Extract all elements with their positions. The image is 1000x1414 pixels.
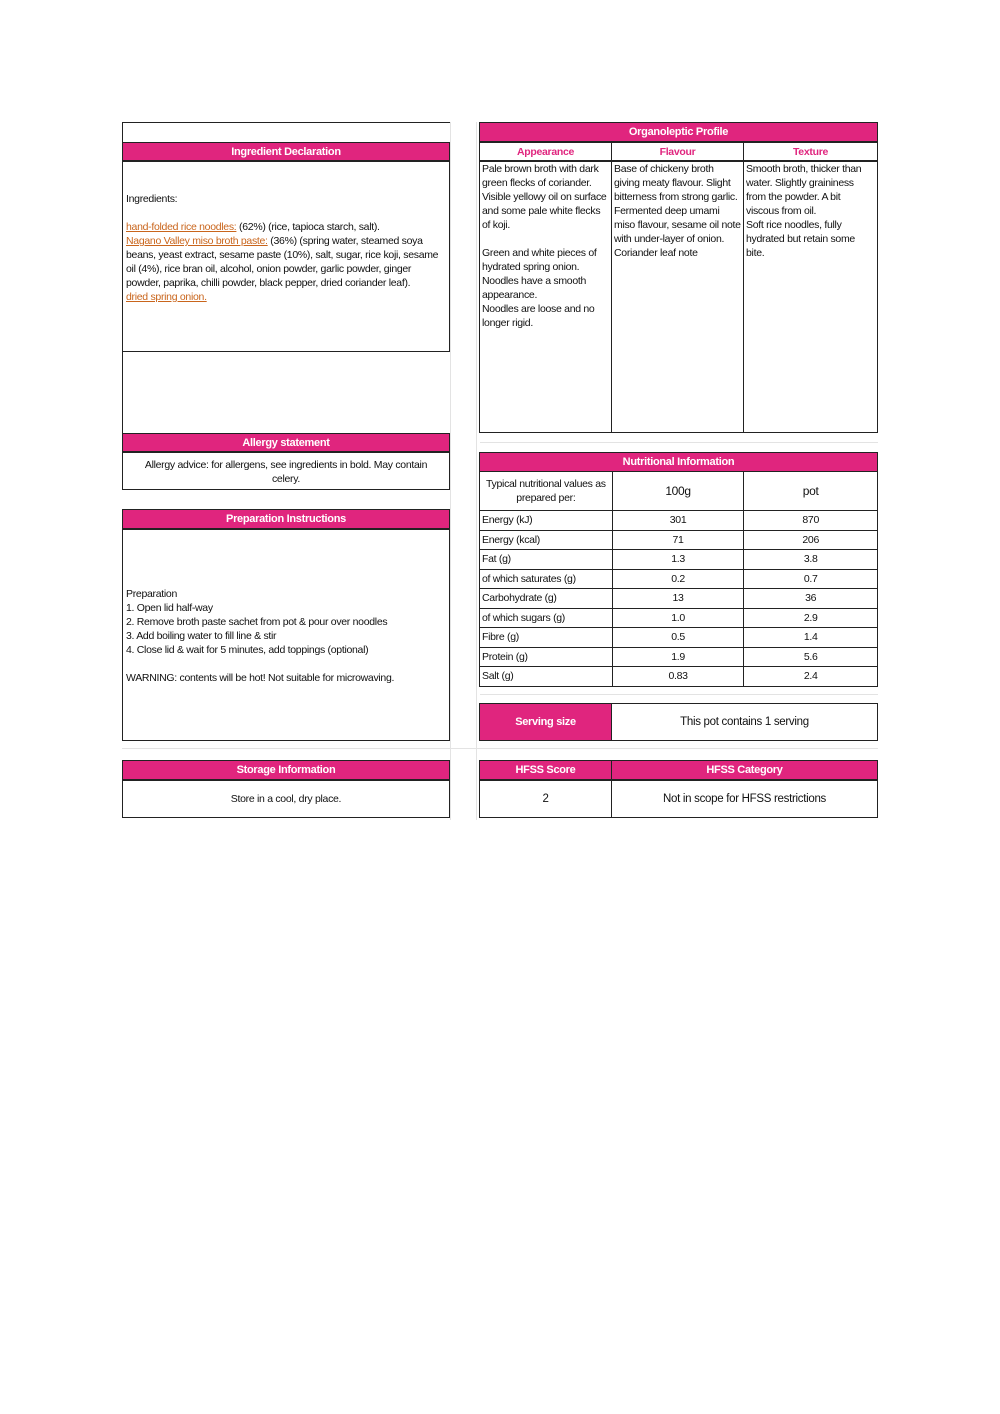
serving-size-value-cell — [611, 703, 878, 741]
nutrient-name: Protein (g) — [480, 647, 613, 667]
per-100g-value: 0.2 — [612, 569, 744, 589]
texture-text: Smooth broth, thicker than water. Slightly graininess from the powder. A bit viscous from oil. Soft rice noodles, fully hydrated but retain some bite. — [746, 163, 862, 259]
per-100g-header: 100g — [612, 472, 744, 511]
texture-label: Texture — [792, 145, 829, 158]
nutrient-name: Energy (kJ) — [480, 511, 613, 531]
ingredients-heading: Ingredients: — [126, 193, 178, 205]
per-pot-value: 1.4 — [744, 628, 878, 648]
hfss-category-value: Not in scope for HFSS restrictions — [663, 793, 826, 805]
appearance-column-header — [479, 142, 612, 161]
grid-line — [450, 122, 451, 820]
hfss-score-label: HFSS Score — [515, 764, 576, 776]
nutrient-name: Fat (g) — [480, 550, 613, 570]
per-pot-value: 36 — [744, 589, 878, 609]
per-100g-value: 1.3 — [612, 550, 744, 570]
preparation-text: Preparation 1. Open lid half-way 2. Remove broth paste sachet from pot & pour over noodles 3. Add boiling water to fill line & stir 4. Close lid & wait for 5 minutes, add toppings (optional) WARNING: contents will be hot! Not suitable for microwaving. — [126, 588, 395, 684]
flavour-label: Flavour — [659, 145, 696, 158]
hfss-category-header — [611, 760, 878, 780]
storage-text: Store in a cool, dry place. — [230, 793, 342, 805]
per-pot-header: pot — [744, 472, 878, 511]
table-row — [480, 511, 878, 531]
per-100g-value: 71 — [612, 530, 744, 550]
table-row — [480, 530, 878, 550]
ingredient-spring-onion-link[interactable]: dried spring onion. — [126, 291, 207, 303]
table-row — [480, 667, 878, 687]
appearance-description — [479, 161, 612, 433]
flavour-column-header — [611, 142, 744, 161]
per-pot-value: 870 — [744, 511, 878, 531]
storage-header — [122, 760, 450, 780]
nutrition-table-header-row — [480, 472, 878, 511]
per-100g-value: 13 — [612, 589, 744, 609]
top-empty-cell — [122, 122, 450, 142]
serving-size-text: This pot contains 1 serving — [680, 716, 809, 728]
ingredient-declaration-header — [122, 142, 450, 161]
preparation-box — [122, 529, 450, 741]
hfss-score-header — [479, 760, 612, 780]
grid-line — [122, 748, 878, 749]
per-pot-value: 2.4 — [744, 667, 878, 687]
grid-line — [480, 442, 878, 443]
empty-cell — [122, 352, 450, 433]
per-pot-value: 206 — [744, 530, 878, 550]
flavour-text: Base of chickeny broth giving meaty flavour. Slight bitterness from strong garlic. Fermented deep umami miso flavour, sesame oil note with under-layer of onion. Coriander leaf note — [614, 163, 741, 259]
per-pot-value: 0.7 — [744, 569, 878, 589]
hfss-category-cell — [611, 780, 878, 818]
per-pot-value: 3.8 — [744, 550, 878, 570]
nutrient-name: of which saturates (g) — [480, 569, 613, 589]
nutrient-name: of which sugars (g) — [480, 608, 613, 628]
ingredient-broth-detail: (36%) (spring water, steamed soya beans, yeast extract, sesame paste (10%), salt, sugar, rice koji, sesame oil (4%), rice bran oil, alcohol, onion powder, garlic powder, ginger powder, paprika, chilli powder, black pepper, dried coriander leaf). — [126, 235, 439, 289]
hfss-score-value: 2 — [542, 793, 549, 805]
allergy-header — [122, 433, 450, 452]
texture-column-header — [743, 142, 878, 161]
storage-box — [122, 780, 450, 818]
table-row — [480, 550, 878, 570]
allergy-text: Allergy advice: for allergens, see ingredients in bold. May contain celery. — [144, 459, 428, 485]
per-100g-value: 0.83 — [612, 667, 744, 687]
table-row — [480, 628, 878, 648]
organoleptic-header — [479, 122, 878, 142]
serving-size-label: Serving size — [515, 716, 576, 728]
nutrient-name: Energy (kcal) — [480, 530, 613, 550]
nutrient-name: Carbohydrate (g) — [480, 589, 613, 609]
nutrient-name: Fibre (g) — [480, 628, 613, 648]
nutrient-name: Salt (g) — [480, 667, 613, 687]
table-row — [480, 608, 878, 628]
ingredient-noodles-link[interactable]: hand-folded rice noodles: — [126, 221, 237, 233]
nutrition-table — [479, 471, 878, 687]
hfss-category-label: HFSS Category — [706, 764, 783, 776]
table-row — [480, 569, 878, 589]
appearance-text: Pale brown broth with dark green flecks of coriander. Visible yellowy oil on surface and some pale white flecks of koji. Green and white pieces of hydrated spring onion. Noodles have a smooth appearance. Noodles are loose and no longer rigid. — [482, 163, 607, 329]
ingredient-noodles-detail: (62%) (rice, tapioca starch, salt). — [236, 221, 380, 233]
nutrition-title: Nutritional Information — [622, 456, 735, 468]
table-row — [480, 647, 878, 667]
serving-size-label-cell — [479, 703, 612, 741]
ingredients-list — [126, 220, 445, 304]
nutrition-values-label: Typical nutritional values as prepared per: — [480, 472, 613, 511]
ingredient-broth-link[interactable]: Nagano Valley miso broth paste: — [126, 235, 268, 247]
organoleptic-title: Organoleptic Profile — [628, 126, 729, 138]
allergy-title: Allergy statement — [242, 436, 330, 449]
per-100g-value: 1.0 — [612, 608, 744, 628]
appearance-label: Appearance — [516, 145, 575, 158]
ingredient-declaration-box — [122, 161, 450, 352]
grid-line — [476, 122, 477, 820]
ingredient-declaration-title: Ingredient Declaration — [231, 145, 341, 158]
preparation-header — [122, 509, 450, 529]
per-pot-value: 5.6 — [744, 647, 878, 667]
per-100g-value: 0.5 — [612, 628, 744, 648]
nutrition-table-wrap — [479, 471, 878, 687]
texture-description — [743, 161, 878, 433]
per-100g-value: 301 — [612, 511, 744, 531]
grid-line — [480, 694, 878, 695]
table-row — [480, 589, 878, 609]
allergy-box — [122, 452, 450, 490]
flavour-description — [611, 161, 744, 433]
preparation-title: Preparation Instructions — [226, 513, 346, 525]
per-100g-value: 1.9 — [612, 647, 744, 667]
nutrition-header — [479, 452, 878, 472]
storage-title: Storage Information — [236, 764, 336, 776]
hfss-score-cell — [479, 780, 612, 818]
per-pot-value: 2.9 — [744, 608, 878, 628]
